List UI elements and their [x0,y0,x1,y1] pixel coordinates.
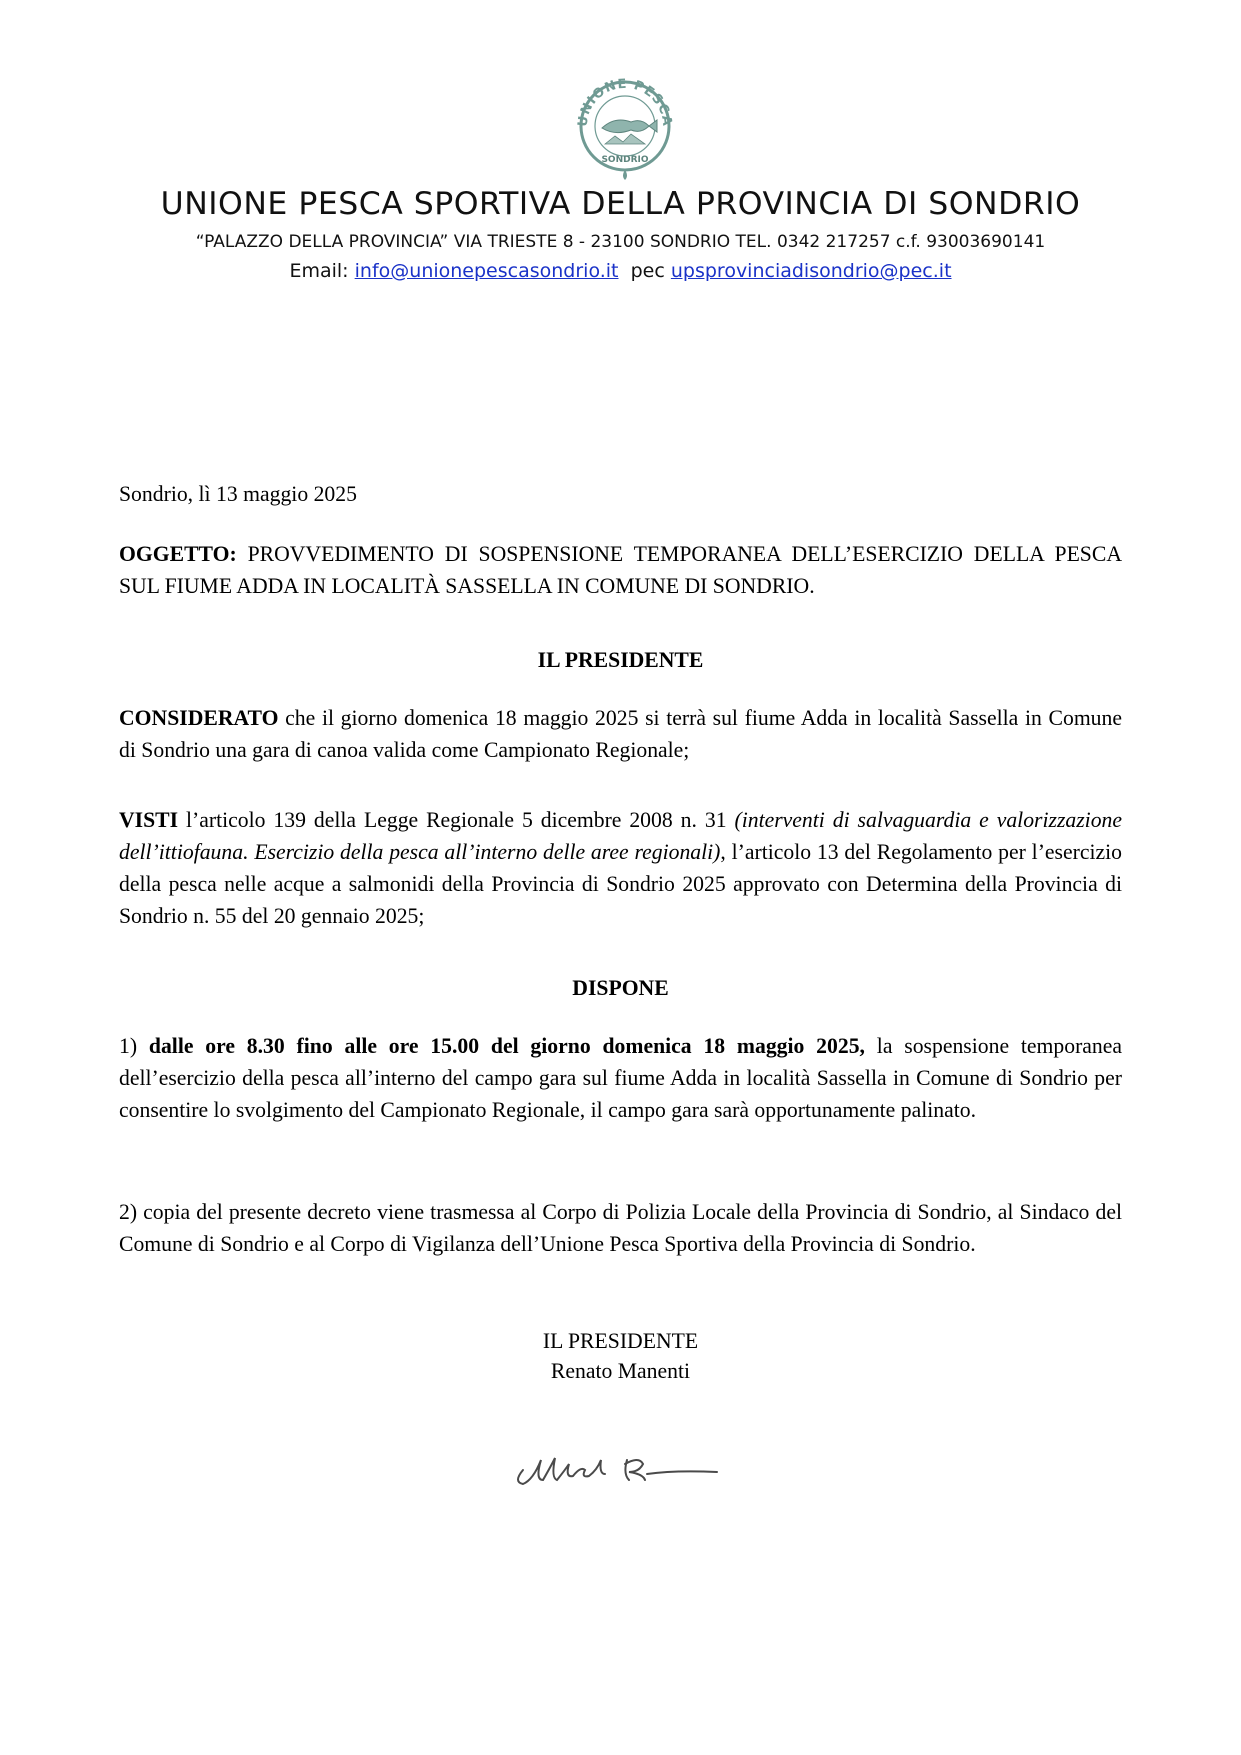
signature-name: Renato Manenti [550,1359,691,1383]
considerato-label: CONSIDERATO [119,706,279,730]
visti-text-italic: (interventi di salvaguardia e valorizzazione dell’ittiofauna. Esercizio della pesca all’interno delle aree regionali) [119,808,1123,864]
dispone-heading: DISPONE [572,976,669,1000]
organization-name: UNIONE PESCA SPORTIVA DELLA PROVINCIA DI SONDRIO [160,186,1081,222]
point-1-bold: dalle ore 8.30 fino alle ore 15.00 del giorno domenica 18 maggio 2025, [148,1034,865,1058]
union-logo-icon [565,76,685,184]
subject-paragraph [119,538,1122,602]
email-label: Email: [289,260,349,282]
subject-text: PROVVEDIMENTO DI SOSPENSIONE TEMPORANEA DELL’ESERCIZIO DELLA PESCA SUL FIUME ADDA IN LOCALITÀ SASSELLA IN COMUNE DI SONDRIO. [119,542,1123,598]
point-1-number: 1) [119,1034,138,1058]
point-2-paragraph: 2) copia del presente decreto viene trasmessa al Corpo di Polizia Locale della Provincia di Sondrio, al Sindaco del Comune di Sondrio e al Corpo di Vigilanza dell’Unione Pesca Sportiva della Provincia di Sondrio. [119,1200,1122,1256]
organization-address: “PALAZZO DELLA PROVINCIA” VIA TRIESTE 8 - 23100 SONDRIO TEL. 0342 217257 c.f. 93003690141 [195,232,1046,252]
pec-label: pec [630,260,665,282]
visti-text-1: l’articolo 139 della Legge Regionale 5 dicembre 2008 n. 31 [186,808,727,832]
point-1-paragraph [119,1030,1122,1126]
handwritten-signature-icon [505,1430,735,1500]
considerato-paragraph [119,702,1122,766]
visti-label: VISTI [119,808,179,832]
visti-paragraph [119,804,1122,932]
contact-line [0,258,1241,284]
logo-text-bottom: SONDRIO [601,155,649,165]
signature-title: IL PRESIDENTE [542,1329,699,1353]
signature-block [0,1326,1241,1386]
logo-text-top: UNIONE PESCA [575,76,675,128]
subject-label: OGGETTO: [119,542,237,566]
visti-text-2: , l’articolo 13 del Regolamento per l’esercizio della pesca nelle acque a salmonidi della Provincia di Sondrio 2025 approvato con Determina della Provincia di Sondrio n. 55 del 20 gennaio 2025; [119,840,1122,928]
pec-link[interactable]: upsprovinciadisondrio@pec.it [670,260,952,282]
president-heading: IL PRESIDENTE [537,648,704,672]
point-1-text: la sospensione temporanea dell’esercizio della pesca all’interno del campo gara sul fiume Adda in località Sassella in Comune di Sondrio per consentire lo svolgimento del Campionato Regionale, il campo gara sarà opportunamente palinato. [119,1034,1123,1122]
considerato-text: che il giorno domenica 18 maggio 2025 si terrà sul fiume Adda in località Sassella in Comune di Sondrio una gara di canoa valida come Campionato Regionale; [119,706,1122,762]
letter-date: Sondrio, lì 13 maggio 2025 [119,482,357,506]
email-link[interactable]: info@unionepescasondrio.it [354,260,619,282]
